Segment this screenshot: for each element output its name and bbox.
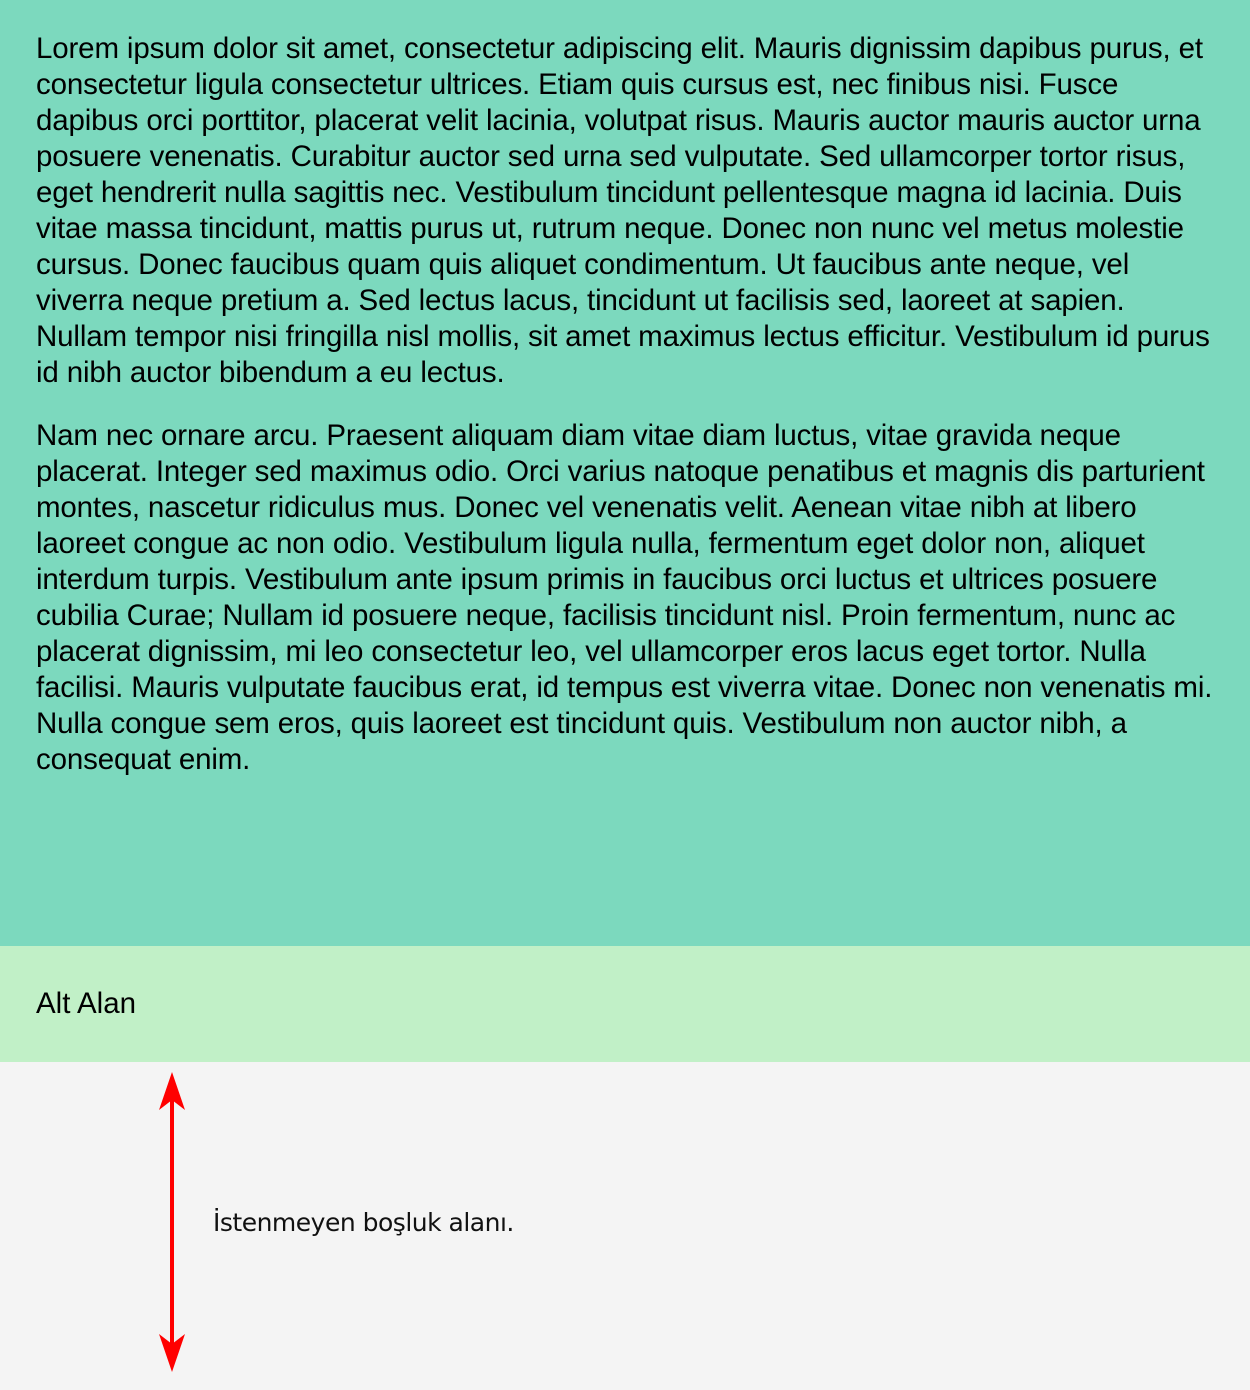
gap-annotation-text: İstenmeyen boşluk alanı. — [213, 1208, 514, 1237]
footer-label: Alt Alan — [36, 987, 137, 1020]
double-headed-vertical-arrow-icon — [150, 1070, 194, 1374]
paragraph-1: Lorem ipsum dolor sit amet, consectetur adipiscing elit. Mauris dignissim dapibus purus, et consectetur ligula consectetur ultrices. Etiam quis cursus est, nec finibus nisi. Fusce dapibus orci porttitor, placerat velit lacinia, volutpat risus. Mauris auctor mauris auctor urna posuere venenatis. Curabitur auctor sed urna sed vulputate. Sed ullamcorper tortor risus, eget hendrerit nulla sagittis nec. Vestibulum tincidunt pellentesque magna id lacinia. Duis vitae massa tincidunt, mattis purus ut, rutrum neque. Donec non nunc vel metus molestie cursus. Donec faucibus quam quis aliquet condimentum. Ut faucibus ante neque, vel viverra neque pretium a. Sed lectus lacus, tincidunt ut facilisis sed, laoreet at sapien. Nullam tempor nisi fringilla nisl mollis, sit amet maximus lectus efficitur. Vestibulum id purus id nibh auctor bibendum a eu lectus. — [36, 32, 1210, 389]
paragraph-2: Nam nec ornare arcu. Praesent aliquam diam vitae diam luctus, vitae gravida neque placerat. Integer sed maximus odio. Orci varius natoque penatibus et magnis dis parturient montes, nascetur ridiculus mus. Donec vel venenatis velit. Aenean vitae nibh at libero laoreet congue ac non odio. Vestibulum ligula nulla, fermentum eget dolor non, aliquet interdum turpis. Vestibulum ante ipsum primis in faucibus orci luctus et ultrices posuere cubilia Curae; Nullam id posuere neque, facilisis tincidunt nisl. Proin fermentum, nunc ac placerat dignissim, mi leo consectetur leo, vel ullamcorper eros lacus eget tortor. Nulla facilisi. Mauris vulputate faucibus erat, id tempus est viverra vitae. Donec non venenatis mi. Nulla congue sem eros, quis laoreet est tincidunt quis. Vestibulum non auctor nibh, a consequat enim. — [36, 419, 1213, 776]
unwanted-gap-area — [0, 1062, 1250, 1390]
footer-area — [0, 946, 1250, 1062]
